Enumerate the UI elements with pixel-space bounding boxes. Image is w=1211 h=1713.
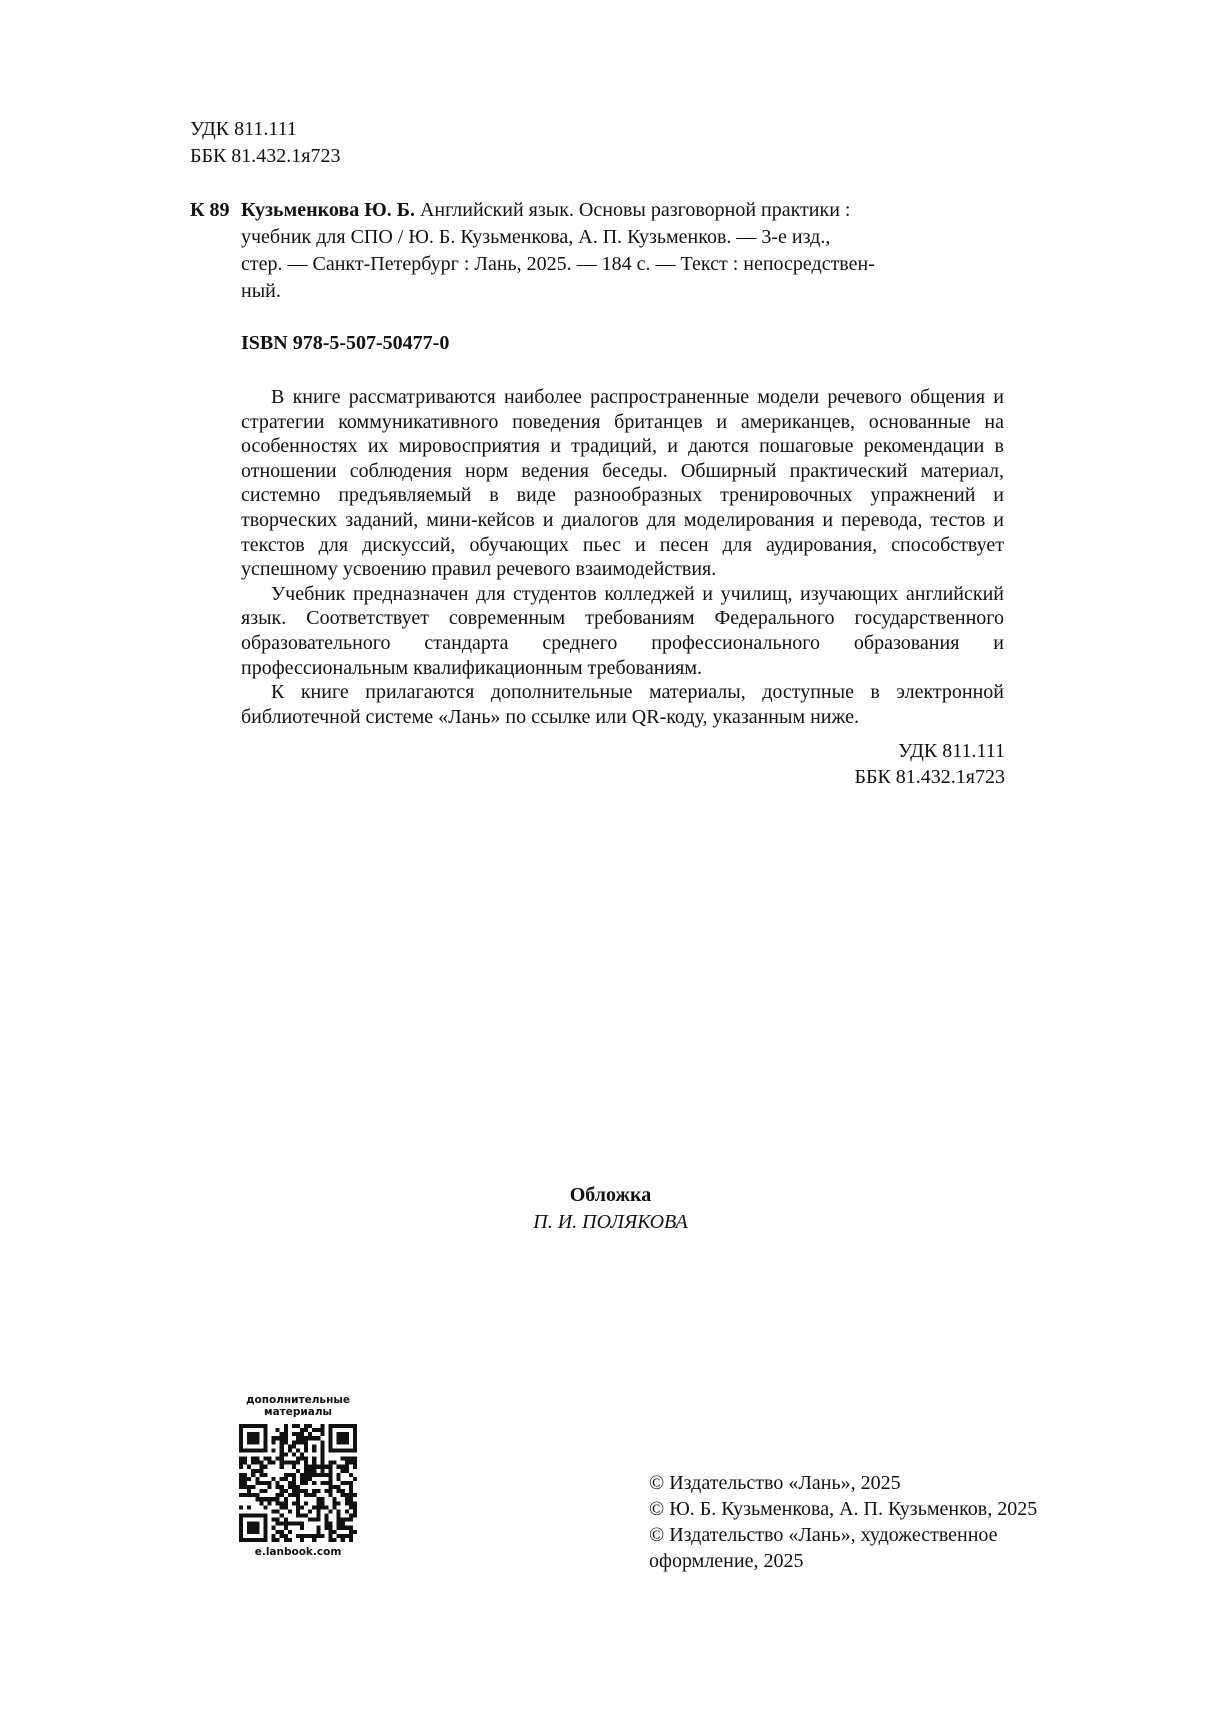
copyright-line-1: © Издательство «Лань», 2025 (649, 1472, 901, 1494)
cover-label: Обложка (569, 1184, 652, 1206)
qr-block (236, 1394, 360, 1558)
biblio-line-3: стер. — Санкт-Петербург : Лань, 2025. — 184 с. — Текст : непосредствен- (241, 253, 875, 275)
bbk-code-bottom: ББК 81.432.1я723 (854, 766, 1005, 788)
qr-url[interactable]: e.lanbook.com (254, 1546, 342, 1558)
udk-bbk-bottom (854, 738, 1005, 790)
copyright-line-4: оформление, 2025 (649, 1550, 804, 1572)
annotation-paragraph-2: Учебник предназначен для студентов колледжей и училищ, изучающих английский язык. Соответствует современным требованиям Федерального государственного образовательного стандарта среднего профессионального образования и профессиональным квалификационным требованиям. (241, 582, 1004, 679)
cover-credit (0, 1182, 1211, 1236)
bibliographic-description (241, 197, 1004, 305)
qr-code-icon[interactable] (239, 1424, 357, 1542)
author-mark: К 89 (190, 199, 230, 221)
isbn: ISBN 978-5-507-50477-0 (241, 332, 450, 354)
qr-caption (236, 1394, 360, 1418)
biblio-line-2: учебник для СПО / Ю. Б. Кузьменкова, А. П. Кузьменков. — 3-е изд., (241, 226, 831, 248)
annotation-paragraph-3: К книге прилагаются дополнительные материалы, доступные в электронной библиотечной системе «Лань» по ссылке или QR-коду, указанным ниже. (241, 681, 1004, 728)
annotation (241, 385, 1004, 729)
biblio-line-4: ный. (241, 280, 281, 302)
bbk-code: ББК 81.432.1я723 (190, 145, 341, 167)
qr-caption-line-1: дополнительные (246, 1394, 350, 1406)
biblio-line-1: Английский язык. Основы разговорной практики : (414, 199, 851, 221)
udk-bbk-top (190, 116, 341, 170)
author-name: Кузьменкова Ю. Б. (241, 199, 415, 221)
copyright-line-3: © Издательство «Лань», художественное (649, 1524, 998, 1546)
udk-code-bottom: УДК 811.111 (898, 740, 1005, 762)
copyright-block (649, 1470, 1037, 1574)
udk-code: УДК 811.111 (190, 118, 297, 140)
qr-caption-line-2: материалы (263, 1406, 333, 1418)
copyright-line-2: © Ю. Б. Кузьменкова, А. П. Кузьменков, 2025 (649, 1498, 1038, 1520)
annotation-paragraph-1: В книге рассматриваются наиболее распространенные модели речевого общения и стратегии коммуникативного поведения британцев и американцев, основанные на особенностях их мировосприятия и традиций, и даются пошаговые рекомендации в отношении соблюдения норм ведения беседы. Обширный практический материал, системно предъявляемый в виде разнообразных тренировочных упражнений и творческих заданий, мини-кейсов и диалогов для моделирования и перевода, тестов и текстов для дискуссий, обучающих пьес и песен для аудирования, способствует успешному усвоению правил речевого взаимодействия. (241, 386, 1004, 581)
cover-designer: П. И. ПОЛЯКОВА (533, 1211, 688, 1233)
